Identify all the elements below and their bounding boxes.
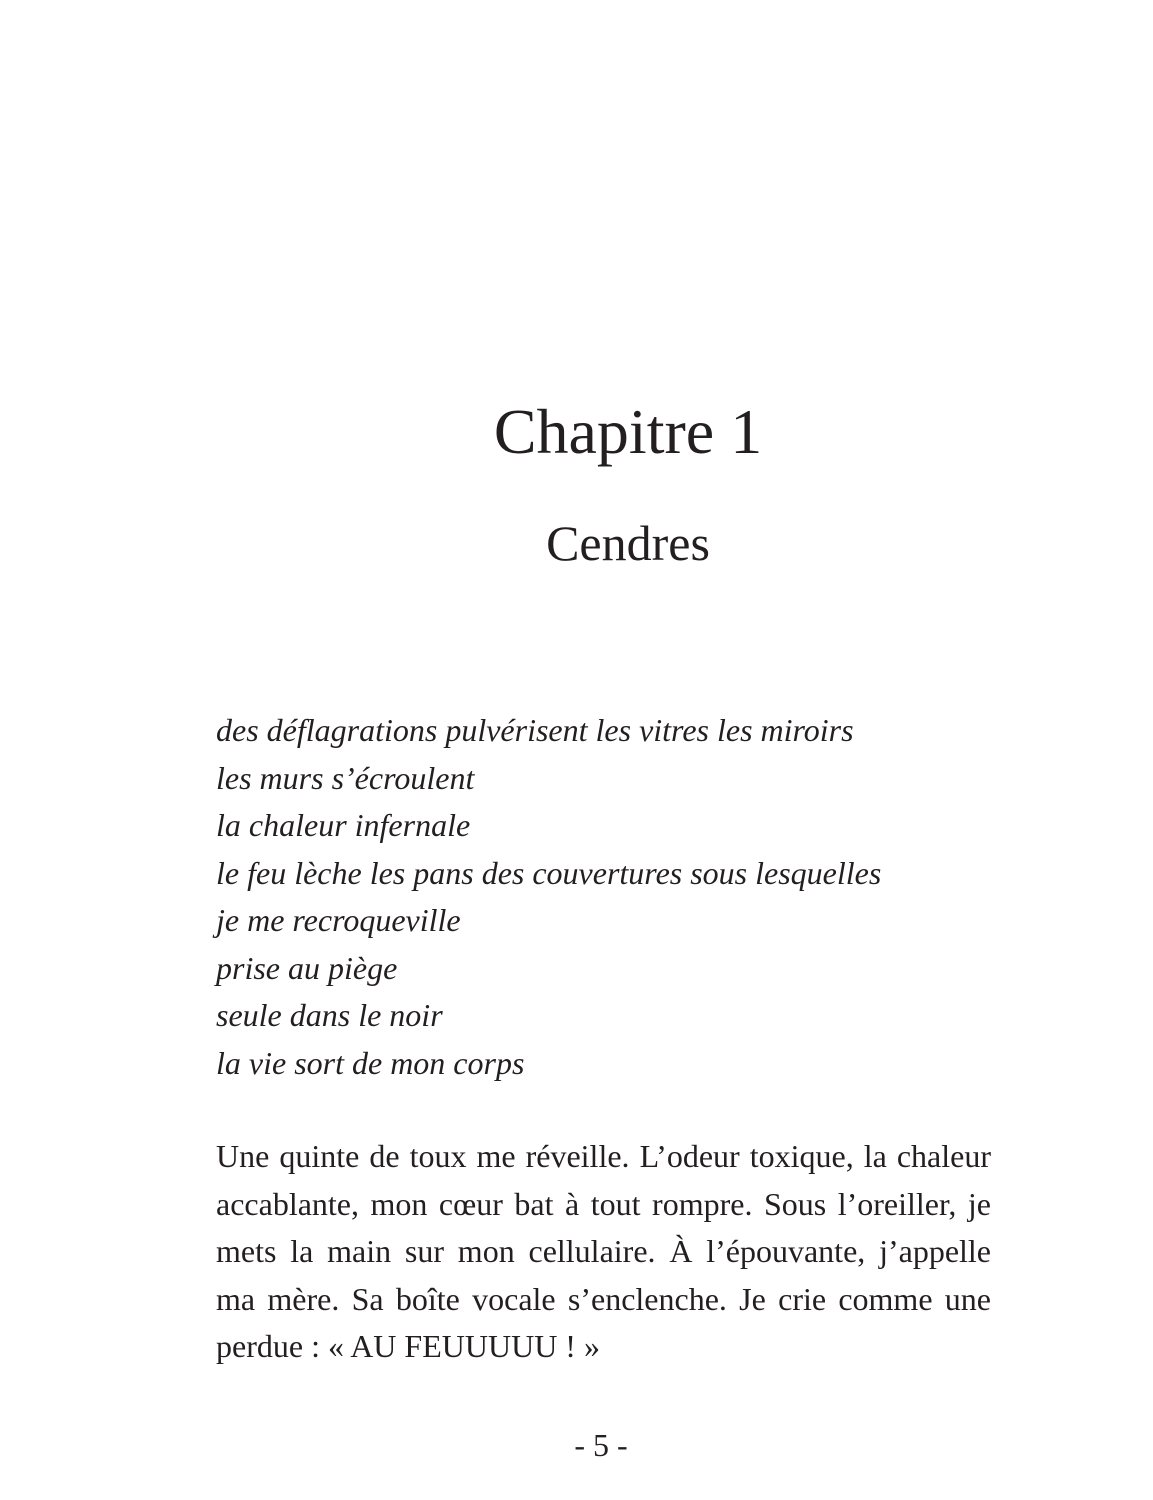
poem-line: la chaleur infernale <box>216 807 471 843</box>
page-number: - 5 - <box>574 1427 628 1463</box>
poem-line: prise au piège <box>216 949 398 986</box>
poem-line: la vie sort de mon corps <box>216 1044 525 1081</box>
poem-line: des déflagrations pulvérisent les vitres les miroirs <box>216 712 854 748</box>
body-paragraph: Une quinte de toux me réveille. L’odeur toxique, la chaleur accablante, mon cœur bat à tout rompre. Sous l’oreiller, je mets la main sur mon cellulaire. À l’épouvante, j’appelle ma mère. Sa boîte vocale s’enclenche. Je crie comme une perdue : « AU FEUUUUU ! » <box>216 1138 991 1364</box>
chapter-subtitle: Cendres <box>546 515 710 571</box>
poem-line: le feu lèche les pans des couvertures sous lesquelles <box>216 854 882 891</box>
chapter-title: Chapitre 1 <box>493 396 763 467</box>
poem-line: seule dans le noir <box>216 997 443 1033</box>
poem-line: les murs s’écroulent <box>216 759 475 796</box>
poem-block <box>216 707 996 1087</box>
poem-line: je me recroqueville <box>216 902 461 938</box>
